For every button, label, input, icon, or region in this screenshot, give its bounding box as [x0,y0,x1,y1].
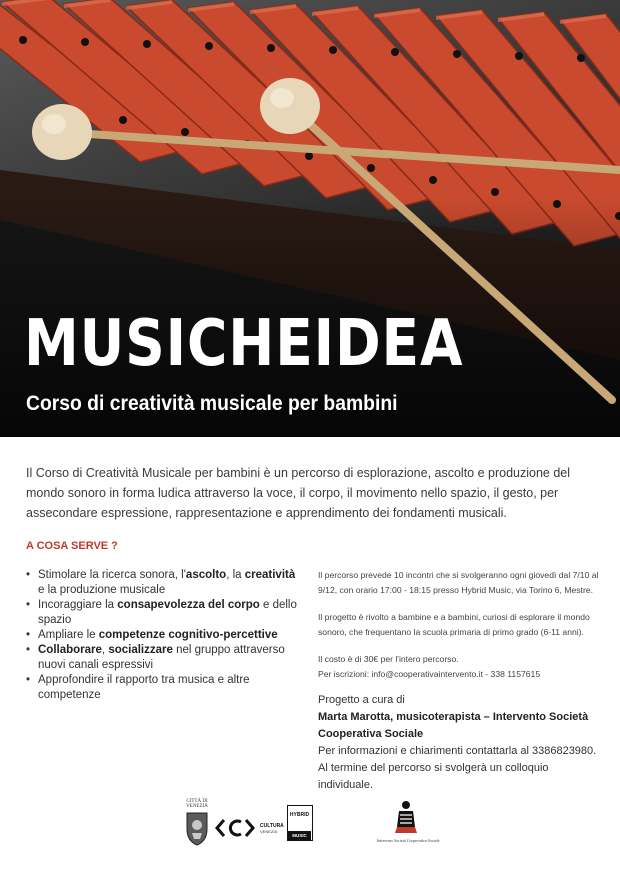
audience-text: Il progetto è rivolto a bambine e a bambini, curiosi di esplorare il mondo sonoro, che frequentano la scuola primaria di primo grado (6-11 anni). [318,612,590,637]
venezia-logo [182,799,212,849]
benefits-list [26,568,301,703]
mallet-head-shine [42,114,66,134]
sponsor-logos [0,795,620,855]
bullet-text: Incoraggiare la [38,599,118,611]
mallet-head [32,104,92,160]
cultura-logo [214,817,284,847]
bullet-text: e la produzione musicale [38,584,166,596]
bullet-text: Stimolare la ricerca sonora, l' [38,569,186,581]
music-label: MUSIC [288,831,311,840]
contact-text: Per iscrizioni: info@cooperativaintervento.it - 338 1157615 [318,669,541,679]
list-item [26,628,301,643]
page-subtitle: Corso di creatività musicale per bambini [26,392,398,415]
lion-shield-icon [182,809,212,847]
curator-note: Al termine del percorso si svolgerà un colloquio individuale. [318,762,549,791]
list-item [26,673,301,703]
list-item [26,643,301,673]
intro-paragraph: Il Corso di Creatività Musicale per bambini è un percorso di esplorazione, ascolto e produzione del mondo sonoro in forma ludica attraverso la voce, il corpo, il movimento nello spazio, il gesto, per assecondare espressione, rappresentazione e apprendimento dei fondamenti musicali. [26,466,571,520]
mallet-head [260,78,320,134]
list-item [26,568,301,598]
bullet-text: Ampliare le [38,629,99,641]
bullet-text: nel gruppo attraverso nuovi canali espressivi [38,644,285,671]
bullet-text: e dello spazio [38,599,297,626]
bullet-text: , la [226,569,245,581]
curator-block [318,692,603,794]
cultura-sublabel: VENEZIA [260,829,278,834]
curator-phone: Per informazioni e chiarimenti contattarla al 3386823980. [318,745,597,757]
figure-icon [391,797,421,837]
schedule-text: Il percorso prevede 10 incontri che si svolgeranno ogni giovedì dal 7/10 al 9/12, con orario 17:00 - 18:15 presso Hybrid Music, via Torino 6, Mestre. [318,570,599,595]
cost-text: Il costo è di 30€ per l'intero percorso. [318,654,459,664]
bullet-emphasis: creatività [244,569,296,581]
hybrid-label: HYBRID [289,812,310,818]
bullet-text: , [101,644,109,656]
curator-name: Marta Marotta, musicoterapista – Intervento Società Cooperativa Sociale [318,711,589,740]
list-item [26,598,301,628]
venezia-label: CITTÀ DI VENEZIA [186,799,208,809]
section-heading: A COSA SERVE ? [26,540,118,552]
hybrid-music-logo [287,805,313,841]
page-title: MUSICHEIDEA [24,307,464,381]
hero-banner [0,0,620,437]
bullet-text: Approfondire il rapporto tra musica e altre competenze [38,674,250,701]
intervento-logo [368,797,448,851]
bullet-emphasis: ascolto [185,569,227,581]
cultura-symbol-icon [214,817,256,839]
cultura-label: CULTURA [260,823,284,829]
bullet-emphasis: competenze cognitivo-percettive [98,629,278,641]
curator-intro: Progetto a cura di [318,694,405,706]
intervento-label: Intervento Società Cooperativa Sociale [376,838,440,843]
mallet-head-shine [270,88,294,108]
bullet-emphasis: Collaborare [38,644,102,656]
bullet-emphasis: socializzare [108,644,173,656]
cost-block [318,652,603,682]
course-info [318,568,603,694]
bullet-emphasis: consapevolezza del corpo [117,599,260,611]
